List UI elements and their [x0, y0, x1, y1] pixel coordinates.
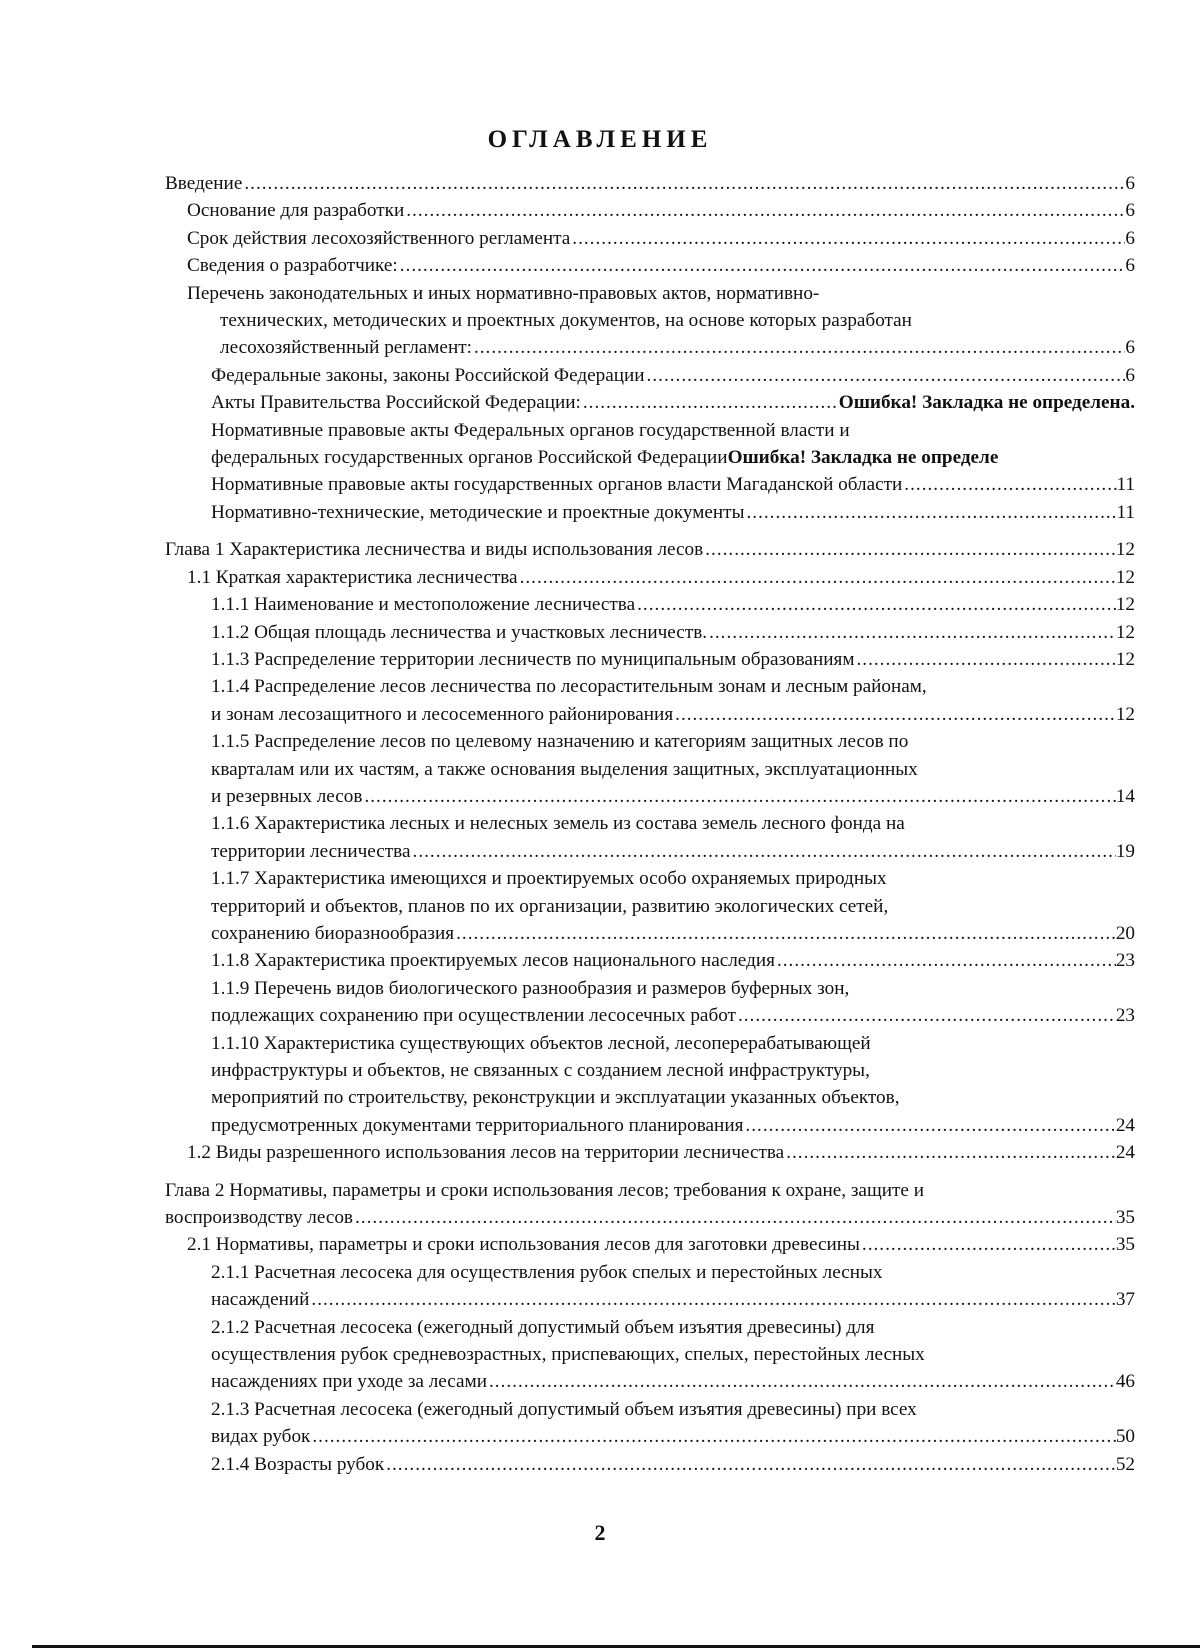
- toc-entry-fed-laws[interactable]: [165, 362, 1135, 389]
- dot-leader: [404, 197, 1125, 224]
- toc-page-number: 12: [1115, 648, 1135, 670]
- toc-entry-title-line: сохранению биоразнообразия: [211, 922, 455, 944]
- toc-entry-title-line: видах рубок: [211, 1426, 311, 1448]
- dot-leader: [703, 536, 1116, 563]
- toc-entry-1-1-1[interactable]: [165, 591, 1135, 618]
- toc-entry-1-1-5[interactable]: [165, 728, 1135, 810]
- toc-entry-title-line: Нормативные правовые акты Федеральных органов государственной власти и: [211, 419, 850, 441]
- dot-leader: [310, 1423, 1115, 1450]
- dot-leader: [487, 1368, 1116, 1395]
- toc-entry-normative-tech[interactable]: [165, 499, 1135, 526]
- toc-page-number: 35: [1115, 1234, 1135, 1256]
- toc-entry-title: 1.1 Краткая характеристика лесничества: [187, 566, 518, 588]
- toc-entry-title: 1.1.8 Характеристика проектируемых лесов национального наследия: [211, 950, 775, 972]
- toc-entry-title-line: 1.1.6 Характеристика лесных и нелесных земель из состава земель лесного фонда на: [211, 813, 905, 835]
- toc-entry-1-1-2[interactable]: [165, 619, 1135, 646]
- toc-entry-title: Основание для разработки: [187, 200, 405, 222]
- footer-rule: [32, 1645, 1200, 1648]
- table-of-contents: [165, 170, 1135, 1478]
- toc-entry-2-1-4[interactable]: [165, 1451, 1135, 1478]
- dot-leader: [518, 564, 1116, 591]
- toc-page-number: 23: [1115, 1005, 1135, 1027]
- dot-leader: [384, 1451, 1116, 1478]
- toc-entry-title-line: 2.1.1 Расчетная лесосека для осуществления рубок спелых и перестойных лесных: [211, 1261, 883, 1283]
- toc-page-number: 12: [1115, 566, 1135, 588]
- toc-entry-title: 2.1 Нормативы, параметры и сроки использования лесов для заготовки древесины: [187, 1234, 860, 1256]
- toc-entry-title-line: территорий и объектов, планов по их организации, развитию экологических сетей,: [211, 895, 889, 917]
- toc-entry-1-1-4[interactable]: [165, 673, 1135, 728]
- toc-entry-1-1-3[interactable]: [165, 646, 1135, 673]
- toc-entry-title-line: насаждениях при уходе за лесами: [211, 1371, 487, 1393]
- toc-entry-title-line: воспроизводству лесов: [165, 1207, 353, 1229]
- dot-leader: [242, 170, 1125, 197]
- toc-page-number: 12: [1115, 703, 1135, 725]
- page-number: 2: [594, 1520, 606, 1545]
- toc-entry-1-1-9[interactable]: [165, 975, 1135, 1030]
- toc-entry-basis[interactable]: [165, 197, 1135, 224]
- toc-page-number: 52: [1115, 1453, 1135, 1475]
- toc-entry-acts-list[interactable]: [165, 280, 1135, 362]
- toc-entry-title-line: предусмотренных документами территориального планирования: [211, 1114, 744, 1136]
- dot-leader: [743, 1112, 1115, 1139]
- dot-leader: [353, 1204, 1116, 1231]
- dot-leader: [411, 838, 1116, 865]
- toc-page-number: 6: [1125, 227, 1135, 249]
- toc-page-number: 11: [1116, 501, 1135, 523]
- toc-page-number: 11: [1116, 474, 1135, 496]
- toc-entry-normative-magadan[interactable]: [165, 471, 1135, 498]
- toc-entry-title: 1.2 Виды разрешенного использования лесов на территории лесничества: [187, 1142, 785, 1164]
- dot-leader: [902, 471, 1116, 498]
- toc-entry-title-line: технических, методических и проектных документов, на основе которых разработан: [220, 310, 912, 332]
- dot-leader: [645, 362, 1126, 389]
- dot-leader: [854, 646, 1115, 673]
- toc-entry-title-line: и зонам лесозащитного и лесосеменного районирования: [211, 703, 674, 725]
- toc-entry-title-line: 1.1.5 Распределение лесов по целевому назначению и категориям защитных лесов по: [211, 731, 909, 753]
- toc-entry-gov-acts[interactable]: [165, 389, 1135, 416]
- dot-leader: [744, 499, 1116, 526]
- toc-entry-title: Глава 1 Характеристика лесничества и виды использования лесов: [165, 539, 704, 561]
- toc-entry-title: Нормативные правовые акты государственных органов власти Магаданской области: [211, 474, 903, 496]
- toc-page-number: 20: [1115, 922, 1135, 944]
- dot-leader: [454, 920, 1116, 947]
- toc-page-number: 37: [1115, 1289, 1135, 1311]
- page-title: ОГЛАВЛЕНИЕ: [487, 126, 713, 153]
- toc-page-number: 14: [1115, 785, 1135, 807]
- toc-entry-normative-fed[interactable]: [165, 417, 1181, 472]
- toc-entry-title-line: инфраструктуры и объектов, не связанных с созданием лесной инфраструктуры,: [211, 1060, 870, 1081]
- dot-leader: [736, 1002, 1116, 1029]
- toc-entry-title-line: Глава 2 Нормативы, параметры и сроки использования лесов; требования к охране, защите и: [165, 1179, 924, 1201]
- dot-leader: [362, 783, 1115, 810]
- toc-entry-2-1[interactable]: [165, 1231, 1135, 1258]
- toc-entry-chapter-2[interactable]: [165, 1177, 1135, 1232]
- dot-leader: [860, 1231, 1116, 1258]
- dot-leader: [309, 1286, 1115, 1313]
- toc-entry-title-line: 2.1.3 Расчетная лесосека (ежегодный допустимый объем изъятия древесины) при всех: [211, 1398, 917, 1420]
- bookmark-error: Ошибка! Закладка не определена.: [838, 392, 1135, 414]
- toc-entry-title-line: территории лесничества: [211, 840, 411, 862]
- toc-entry-title: Срок действия лесохозяйственного регламента: [187, 227, 571, 249]
- toc-page-number: 6: [1125, 337, 1135, 359]
- toc-page-number: 12: [1115, 539, 1135, 561]
- toc-page-number: 12: [1115, 594, 1135, 616]
- toc-entry-intro[interactable]: [165, 170, 1135, 197]
- dot-leader: [570, 225, 1125, 252]
- toc-page-number: 35: [1115, 1207, 1135, 1229]
- toc-entry-1-1-8[interactable]: [165, 947, 1135, 974]
- dot-leader: [398, 252, 1126, 279]
- toc-page-number: 46: [1115, 1371, 1135, 1393]
- toc-entry-title: Сведения о разработчике:: [187, 255, 398, 277]
- toc-entry-chapter-1[interactable]: [165, 536, 1135, 563]
- toc-entry-title-line: 2.1.2 Расчетная лесосека (ежегодный допустимый объем изъятия древесины) для: [211, 1316, 875, 1338]
- dot-leader: [635, 591, 1116, 618]
- toc-entry-title-line: и резервных лесов: [211, 785, 363, 807]
- toc-entry-title: 2.1.4 Возрасты рубок: [211, 1453, 385, 1475]
- toc-page-number: 24: [1115, 1114, 1135, 1136]
- toc-entry-title-line: Перечень законодательных и иных нормативно-правовых актов, нормативно-: [187, 282, 820, 304]
- toc-entry-title: Введение: [165, 173, 243, 194]
- toc-page-number: 24: [1115, 1142, 1135, 1164]
- toc-entry-title-line: 1.1.4 Распределение лесов лесничества по лесорастительным зонам и лесным районам,: [211, 676, 927, 698]
- toc-entry-2-1-2[interactable]: [165, 1314, 1135, 1396]
- dot-leader: [581, 389, 839, 416]
- dot-leader: [784, 1139, 1116, 1166]
- dot-leader: [775, 947, 1116, 974]
- toc-page-number: 50: [1115, 1426, 1135, 1448]
- toc-entry-title-line: мероприятий по строительству, реконструкции и эксплуатации указанных объектов,: [211, 1087, 900, 1109]
- toc-entry-1-1[interactable]: [165, 564, 1135, 591]
- toc-entry-title-line: 1.1.7 Характеристика имеющихся и проектируемых особо охраняемых природных: [211, 868, 887, 890]
- toc-page-number: 6: [1125, 255, 1135, 277]
- toc-entry-1-1-7[interactable]: [165, 865, 1135, 947]
- toc-entry-2-1-1[interactable]: [165, 1259, 1135, 1314]
- toc-entry-2-1-3[interactable]: [165, 1396, 1135, 1451]
- toc-entry-title: 1.1.3 Распределение территории лесничеств по муниципальным образованиям: [211, 648, 855, 670]
- toc-entry-title-line: подлежащих сохранению при осуществлении лесосечных работ: [211, 1005, 736, 1027]
- toc-entry-title-line: осуществления рубок средневозрастных, приспевающих, спелых, перестойных лесных: [211, 1344, 925, 1366]
- toc-entry-title-line: лесохозяйственный регламент:: [220, 337, 472, 359]
- toc-entry-title-line: кварталам или их частям, а также основания выделения защитных, эксплуатационных: [211, 758, 918, 780]
- toc-entry-1-2[interactable]: [165, 1139, 1135, 1166]
- dot-leader: [673, 701, 1116, 728]
- toc-entry-title: 1.1.2 Общая площадь лесничества и участковых лесничеств.: [211, 621, 708, 643]
- dot-leader: [707, 619, 1116, 646]
- toc-page-number: 12: [1115, 621, 1135, 643]
- toc-entry-title: Федеральные законы, законы Российской Федерации: [211, 364, 645, 386]
- bookmark-error: Ошибка! Закладка не определе: [727, 447, 999, 469]
- toc-entry-title: 1.1.1 Наименование и местоположение лесничества: [211, 594, 636, 616]
- toc-entry-title: Акты Правительства Российской Федерации:: [211, 392, 581, 414]
- toc-entry-term[interactable]: [165, 225, 1135, 252]
- toc-entry-title: Нормативно-технические, методические и проектные документы: [211, 501, 745, 523]
- toc-page-number: 23: [1115, 950, 1135, 972]
- toc-page-number: 19: [1115, 840, 1135, 862]
- toc-entry-1-1-10[interactable]: [165, 1030, 1135, 1140]
- toc-page-number: 6: [1125, 364, 1135, 386]
- toc-entry-developer[interactable]: [165, 252, 1135, 279]
- toc-entry-title-line: федеральных государственных органов Российской Федерации: [211, 447, 728, 469]
- toc-entry-title-line: насаждений: [211, 1289, 310, 1311]
- toc-entry-title-line: 1.1.10 Характеристика существующих объектов лесной, лесоперерабатывающей: [211, 1032, 871, 1054]
- toc-page-number: 6: [1125, 173, 1135, 194]
- toc-entry-title-line: 1.1.9 Перечень видов биологического разнообразия и размеров буферных зон,: [211, 977, 850, 999]
- dot-leader: [472, 334, 1125, 361]
- toc-page-number: 6: [1125, 200, 1135, 222]
- toc-entry-1-1-6[interactable]: [165, 810, 1135, 865]
